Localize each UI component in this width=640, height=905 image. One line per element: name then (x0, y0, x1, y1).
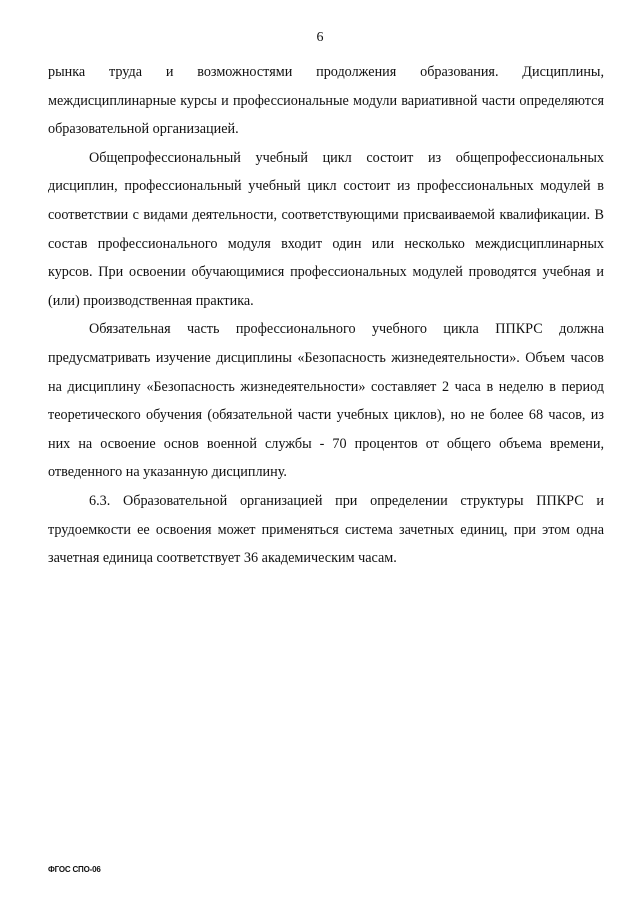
footer-document-code: ФГОС СПО-06 (48, 865, 101, 874)
paragraph-credit-units: 6.3. Образовательной организацией при определении структуры ППКРС и трудоемкости ее освоения может применяться система зачетных единиц, при этом одна зачетная единица соответствует 36 академическим часам. (48, 492, 604, 567)
paragraph-life-safety: Обязательная часть профессионального учебного цикла ППКРС должна предусматривать изучение дисциплины «Безопасность жизнедеятельности». Объем часов на дисциплину «Безопасность жизнедеятельности» составляет 2 часа в неделю в период теоретического обучения (обязательной части учебных циклов), но не более 68 часов, из них на освоение основ военной службы - 70 процентов от общего объема времени, отведенного на указанную дисциплину. (48, 321, 604, 481)
document-body (48, 58, 604, 573)
paragraph-continuation: рынка труда и возможностями продолжения образования. Дисциплины, междисциплинарные курсы и профессиональные модули вариативной части определяются образовательной организацией. (48, 64, 604, 138)
page-number: 6 (316, 30, 324, 45)
paragraph-study-cycles: Общепрофессиональный учебный цикл состоит из общепрофессиональных дисциплин, профессиональный учебный цикл состоит из профессиональных модулей в соответствии с видами деятельности, соответствующими присваиваемой квалификации. В состав профессионального модуля входит один или несколько междисциплинарных курсов. При освоении обучающимися профессиональных модулей проводятся учебная и (или) производственная практика. (48, 149, 604, 309)
